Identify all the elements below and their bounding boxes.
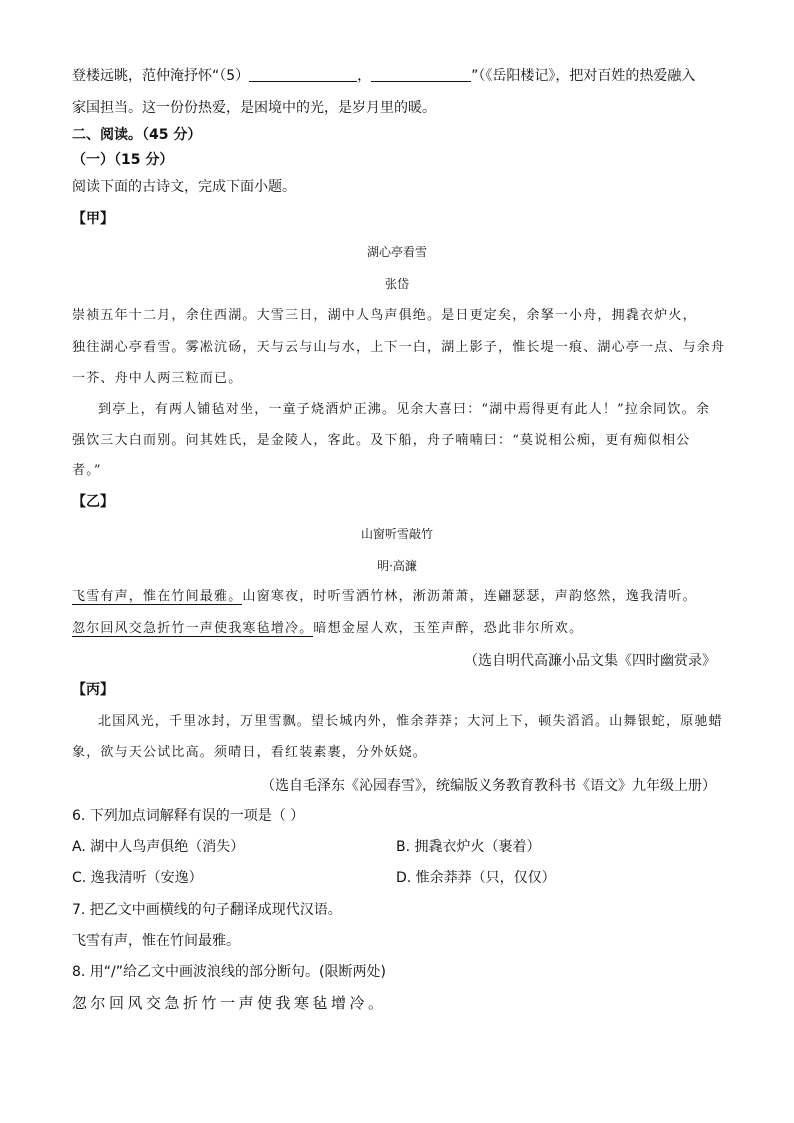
question-7-stem: 7. 把乙文中画横线的句子翻译成现代汉语。 [72, 902, 342, 918]
intro-text-b: ， [357, 68, 372, 84]
passage-jia-line: 一芥、舟中人两三粒而已。 [72, 371, 243, 386]
answer-blank-1[interactable] [249, 68, 357, 82]
question-6-option-a[interactable]: A. 湖中人鸟声俱绝（消失） [72, 839, 245, 855]
passage-jia-line: 强饮三大白而别。问其姓氏，是金陵人，客此。及下船，舟子喃喃曰：“莫说相公痴，更有痴似相公 [72, 433, 691, 448]
passage-bing-line: 北国风光，千里冰封，万里雪飘。望长城内外，惟余莽莽；大河上下，顿失滔滔。山舞银蛇，原驰蜡 [98, 714, 723, 729]
section-title: 二、阅读。（45 分） [72, 127, 202, 143]
intro-text-c: ”（《岳阳楼记》，把对百姓的热爱融入 [471, 68, 696, 84]
question-6-option-c[interactable]: C. 逸我清听（安逸） [72, 870, 203, 886]
passage-yi-author: 明·高濂 [377, 559, 417, 573]
question-6-stem: 6. 下列加点词解释有误的一项是（ ） [72, 808, 305, 824]
passage-yi-source: （选自明代高濂小品文集《四时幽赏录》 [464, 653, 716, 669]
passage-bing-source: （选自毛泽东《沁园春雪》，统编版义务教育教科书《语文》九年级上册） [261, 778, 716, 794]
passage-yi-line-1 [72, 588, 697, 606]
passage-yi-title: 山窗听雪敲竹 [360, 527, 433, 541]
passage-jia-line: 崇祯五年十二月，余住西湖。大雪三日，湖中人鸟声俱绝。是日更定矣，余拏一小舟，拥毳衣炉火， [72, 308, 697, 323]
passage-jia-line: 独往湖心亭看雪。雾凇沆砀，天与云与山与水，上下一白，湖上影子，惟长堤一痕、湖心亭一点、与余舟 [72, 340, 726, 355]
intro-line-2: 家国担当。这一份份热爱，是困境中的光，是岁月里的暖。 [72, 100, 436, 116]
underlined-sentence: 飞雪有声，惟在竹间最雅。 [72, 589, 243, 604]
passage-yi-text: 暗想金屋人欢，玉笙声醉，恐此非尔所欢。 [313, 621, 584, 636]
question-8-sentence: 忽尔回风交急折竹一声使我寒毡增冷。 [72, 994, 387, 1012]
answer-blank-2[interactable] [371, 68, 471, 82]
passage-yi-text: 山窗寒夜，时听雪洒竹林，淅沥萧萧，连翩瑟瑟，声韵悠然，逸我清听。 [242, 589, 697, 604]
passage-jia-title: 湖心亭看雪 [366, 245, 427, 259]
wavy-underlined-sentence: 忽尔回风交急折竹一声使我寒毡增冷。 [72, 621, 314, 636]
instruction: 阅读下面的古诗文，完成下面小题。 [72, 179, 296, 195]
question-8-stem: 8. 用“/”给乙文中画波浪线的部分断句。(限断两处) [72, 964, 386, 980]
question-6-option-b[interactable]: B. 拥毳衣炉火（裹着） [396, 839, 541, 855]
passage-jia-line: 到亭上，有两人铺毡对坐，一童子烧酒炉正沸。见余大喜曰：“湖中焉得更有此人！”拉余同饮。余 [98, 402, 711, 417]
passage-yi-tag: 【乙】 [72, 494, 114, 510]
passage-jia-author: 张岱 [384, 277, 409, 291]
question-7-sentence: 飞雪有声，惟在竹间最雅。 [72, 933, 240, 949]
passage-jia-line: 者。” [72, 463, 102, 478]
passage-yi-line-2 [72, 620, 583, 638]
intro-line-1 [72, 67, 695, 85]
subsection-title: （一）（15 分） [72, 152, 174, 168]
passage-bing-line: 象，欲与天公试比高。须晴日，看红装素裹，分外妖娆。 [72, 745, 428, 760]
question-6-option-d[interactable]: D. 惟余莽莽（只，仅仅） [396, 870, 556, 886]
passage-jia-tag: 【甲】 [72, 211, 114, 227]
intro-text-a: 登楼远眺，范仲淹抒怀“（5） [72, 68, 250, 84]
passage-bing-tag: 【丙】 [72, 682, 114, 698]
